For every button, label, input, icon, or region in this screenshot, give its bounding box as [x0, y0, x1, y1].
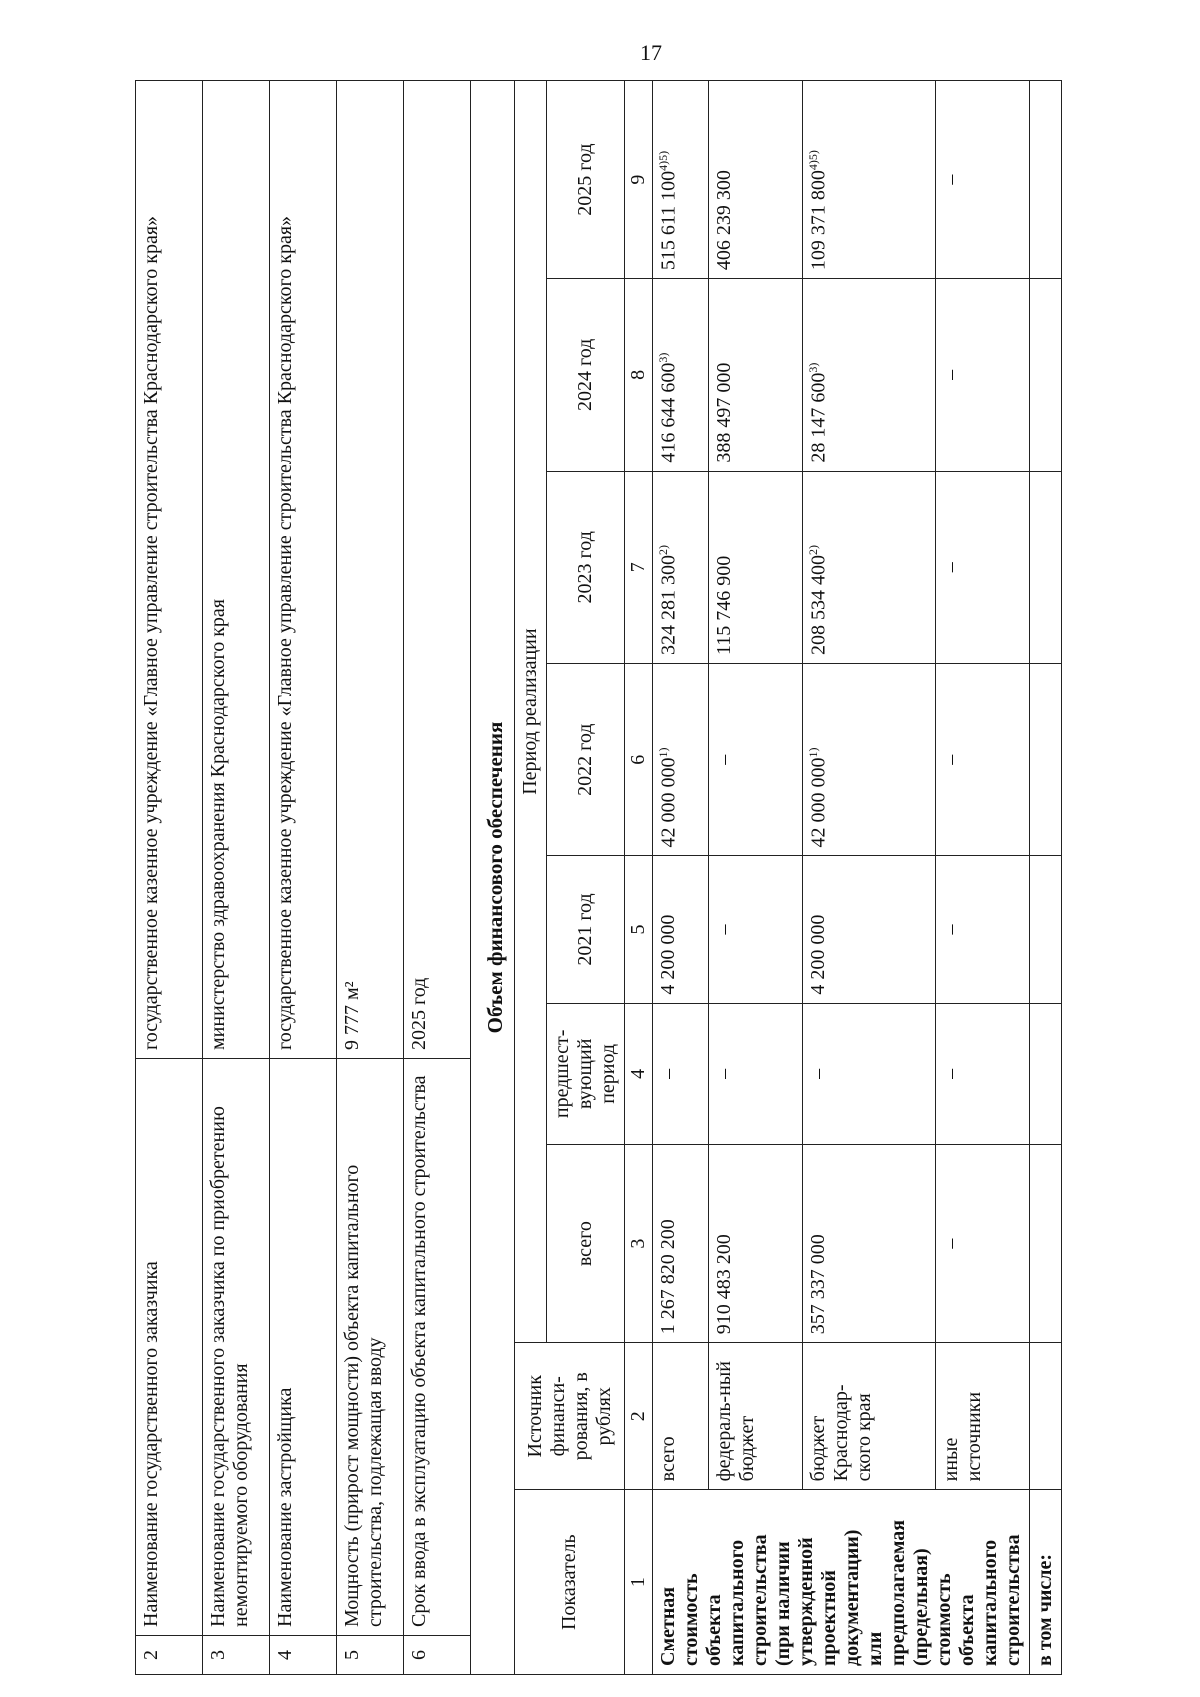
column-index: 4	[625, 1003, 653, 1145]
cell-value: бюджет Краснодар-ского края	[806, 1384, 875, 1482]
header-2024: 2024 год	[547, 279, 625, 471]
financing-row	[708, 81, 802, 1675]
empty-cell	[1030, 664, 1062, 856]
empty-cell	[1030, 279, 1062, 471]
footnote-mark: 4)5)	[805, 150, 820, 171]
empty-cell	[1030, 471, 1062, 663]
cell-value: –	[940, 174, 963, 185]
info-label: Мощность (прирост мощности) объекта капитального строительства, подлежащая вводу	[337, 1059, 404, 1636]
info-value: государственное казенное учреждение «Главное управление строительства Краснодарского края»	[136, 81, 203, 1059]
cell-value: –	[940, 754, 963, 765]
info-value: министерство здравоохранения Краснодарского края	[203, 81, 270, 1059]
cell-value: –	[940, 562, 963, 573]
empty-cell	[1030, 1343, 1062, 1490]
cell-y2022	[802, 664, 935, 856]
cell-value: –	[940, 1238, 963, 1249]
cell-value: –	[940, 369, 963, 380]
cell-value: 910 483 200	[712, 1234, 735, 1335]
object-info-table	[135, 80, 471, 1675]
empty-cell	[1030, 81, 1062, 279]
info-value: государственное казенное учреждение «Главное управление строительства Краснодарского края»	[270, 81, 337, 1059]
cell-y2023	[708, 471, 802, 663]
header-previous: предшест-вующий период	[547, 1003, 625, 1145]
footnote-mark: 3)	[805, 362, 820, 373]
header-2023: 2023 год	[547, 471, 625, 663]
section-title: Объем финансового обеспечения	[471, 80, 514, 1675]
column-index: 6	[625, 664, 653, 856]
cell-y2023	[936, 471, 1030, 663]
cell-value: –	[940, 1068, 963, 1079]
cell-y2024	[936, 279, 1030, 471]
cell-prev	[936, 1003, 1030, 1145]
column-index-row	[625, 81, 653, 1675]
cell-y2023	[653, 471, 709, 663]
column-index: 3	[625, 1145, 653, 1343]
cell-y2024	[653, 279, 709, 471]
cell-value: 416 644 600	[657, 362, 680, 463]
cell-total	[708, 1145, 802, 1343]
info-row	[270, 81, 337, 1675]
cell-y2022	[708, 664, 802, 856]
info-row	[136, 81, 203, 1675]
info-row	[337, 81, 404, 1675]
column-index: 2	[625, 1343, 653, 1490]
cell-value: 388 497 000	[712, 362, 735, 463]
info-label: Срок ввода в эксплуатацию объекта капитального строительства	[404, 1059, 471, 1636]
header-total: всего	[547, 1145, 625, 1343]
cell-value: федераль-ный бюджет	[712, 1361, 758, 1482]
cell-y2021	[802, 856, 935, 1003]
header-2021: 2021 год	[547, 856, 625, 1003]
header-2025: 2025 год	[547, 81, 625, 279]
cell-value: –	[712, 754, 735, 765]
cell-total	[936, 1145, 1030, 1343]
cell-total	[653, 1145, 709, 1343]
info-num: 4	[270, 1636, 337, 1675]
info-value: 2025 год	[404, 81, 471, 1059]
header-indicator: Показатель	[515, 1490, 625, 1675]
header-period: Период реализации	[515, 81, 547, 1343]
cell-value: 324 281 300	[657, 555, 680, 655]
cell-source	[708, 1343, 802, 1490]
footnote-mark: 4)5)	[656, 150, 670, 171]
cell-y2022	[653, 664, 709, 856]
info-label: Наименование застройщика	[270, 1059, 337, 1636]
footnote-mark: 2)	[656, 545, 670, 555]
info-value: 9 777 м²	[337, 81, 404, 1059]
cell-y2025	[936, 81, 1030, 279]
cell-value: 4 200 000	[806, 914, 829, 995]
column-index: 7	[625, 471, 653, 663]
cell-value: 4 200 000	[657, 914, 679, 995]
cell-value: –	[940, 924, 963, 935]
info-num: 2	[136, 1636, 203, 1675]
cell-value: –	[712, 1068, 735, 1079]
info-num: 3	[203, 1636, 270, 1675]
financing-table	[514, 80, 1062, 1675]
cell-source	[936, 1343, 1030, 1490]
cell-value: всего	[657, 1436, 679, 1482]
info-num: 6	[404, 1636, 471, 1675]
cell-y2025	[802, 81, 935, 279]
cell-value: 208 534 400	[807, 555, 830, 655]
cell-value: 406 239 300	[712, 170, 735, 271]
cell-value: –	[657, 1068, 679, 1079]
column-index: 5	[625, 856, 653, 1003]
info-row	[203, 81, 270, 1675]
cell-value: 515 611 100	[657, 170, 680, 271]
cell-y2021	[936, 856, 1030, 1003]
cell-y2021	[708, 856, 802, 1003]
cell-value: 42 000 000	[657, 757, 680, 848]
cell-value: иные источники	[940, 1391, 986, 1482]
cell-prev	[802, 1003, 935, 1145]
column-index: 1	[625, 1490, 653, 1675]
cell-y2024	[708, 279, 802, 471]
footnote-mark: 1)	[805, 747, 820, 758]
in-that-number-row	[1030, 81, 1062, 1675]
cell-y2024	[802, 279, 935, 471]
indicator-label: Сметная стоимость объекта капитального строительства (при наличии утвержденной проектной документации) или предполагаемая (предельная) стоимость объекта капитального строительства	[653, 1490, 1030, 1675]
footnote-mark: 1)	[656, 747, 670, 758]
footnote-mark: 2)	[805, 545, 820, 555]
cell-source	[653, 1343, 709, 1490]
cell-value: 109 371 800	[807, 170, 830, 271]
cell-prev	[653, 1003, 709, 1145]
column-index: 8	[625, 279, 653, 471]
financing-row	[653, 81, 709, 1675]
header-source: Источник финанси-рования, в рублях	[515, 1343, 625, 1490]
financing-row	[802, 81, 935, 1675]
cell-value: –	[806, 1068, 829, 1079]
info-label: Наименование государственного заказчика по приобретению немонтируемого оборудования	[203, 1059, 270, 1636]
cell-value: –	[712, 924, 735, 935]
cell-value: 42 000 000	[807, 757, 830, 848]
header-2022: 2022 год	[547, 664, 625, 856]
cell-value: 115 746 900	[712, 555, 735, 655]
cell-y2021	[653, 856, 709, 1003]
column-index: 9	[625, 81, 653, 279]
cell-y2025	[653, 81, 709, 279]
cell-prev	[708, 1003, 802, 1145]
page-number: 17	[640, 40, 662, 65]
info-label: Наименование государственного заказчика	[136, 1059, 203, 1636]
cell-value: 28 147 600	[807, 372, 830, 463]
empty-cell	[1030, 1003, 1062, 1145]
info-row	[404, 81, 471, 1675]
financing-row	[936, 81, 1030, 1675]
empty-cell	[1030, 856, 1062, 1003]
cell-total	[802, 1145, 935, 1343]
cell-source	[802, 1343, 935, 1490]
cell-value: 1 267 820 200	[657, 1219, 679, 1335]
footnote-mark: 3)	[656, 352, 670, 363]
cell-value: 357 337 000	[806, 1234, 829, 1335]
empty-cell	[1030, 1145, 1062, 1343]
info-num: 5	[337, 1636, 404, 1675]
cell-y2025	[708, 81, 802, 279]
rotated-table-area	[135, 80, 1100, 1675]
cell-y2023	[802, 471, 935, 663]
in-that-number-label: в том числе:	[1030, 1490, 1062, 1675]
cell-y2022	[936, 664, 1030, 856]
